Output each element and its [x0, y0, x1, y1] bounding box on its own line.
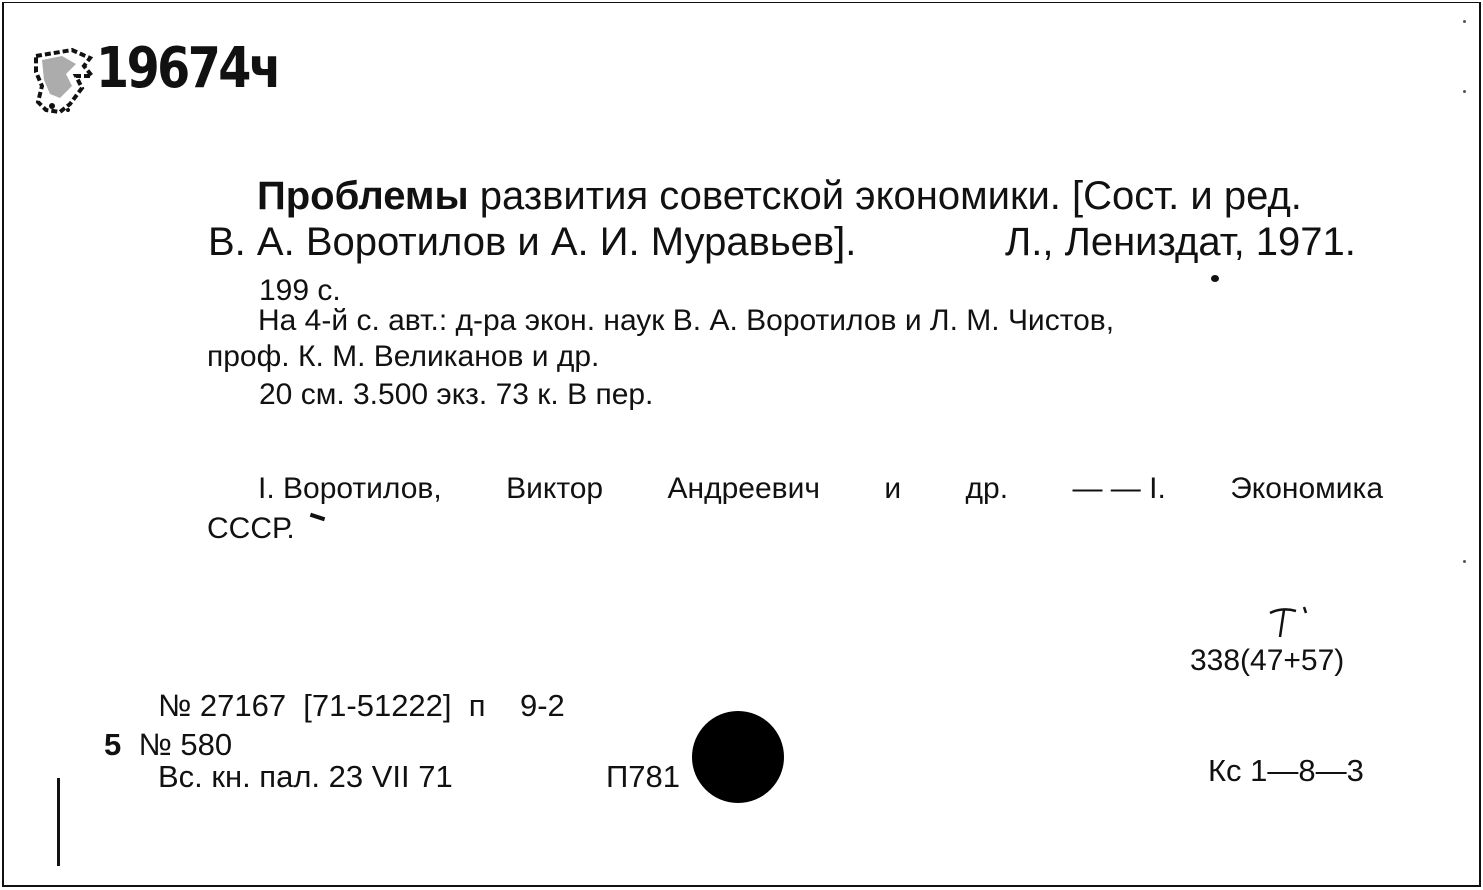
handwritten-annotation — [1266, 603, 1314, 641]
edge-mark — [57, 778, 60, 866]
copy-count: 5 — [104, 727, 122, 762]
subject-word: Андреевич — [667, 472, 820, 505]
print-code: П781 — [606, 759, 681, 794]
subject-word: др. — [965, 472, 1009, 505]
subject-word: — — I. — [1072, 472, 1166, 505]
order-number-line: № 27167 [71-51222] п 9-2 — [158, 688, 565, 723]
ink-dot — [1211, 275, 1219, 282]
scan-speck — [1463, 20, 1466, 23]
inventory-number: 19674ч — [96, 36, 279, 101]
book-chamber-line: Вс. кн. пал. 23 VII 71 — [158, 759, 453, 794]
subject-word: Экономика — [1230, 472, 1383, 505]
title-first-word: Проблемы — [257, 174, 469, 218]
subject-word: и — [884, 472, 902, 505]
physical-description: 20 см. 3.500 экз. 73 к. В пер. — [259, 378, 654, 411]
library-stamp — [32, 46, 96, 118]
subject-word: I. Воротилов, — [258, 472, 442, 505]
subject-word: Виктор — [506, 472, 604, 505]
subject-heading-line-2: СССР. — [207, 512, 295, 545]
classification-index: 338(47+57) — [1190, 644, 1345, 677]
title-line-1-rest: развития советской экономики. [Сост. и ред. — [468, 174, 1302, 218]
title-line-1 — [257, 176, 1302, 216]
authors-note-line-1: На 4-й с. авт.: д-ра экон. наук В. А. Воротилов и Л. М. Чистов, — [258, 304, 1115, 337]
subject-heading-line-1 — [258, 474, 1383, 504]
page-count: 199 с. — [259, 274, 341, 307]
scan-speck — [1463, 90, 1466, 93]
compilers: В. А. Воротилов и А. И. Муравьев]. — [208, 220, 857, 264]
copy-line — [104, 729, 232, 760]
punch-hole — [692, 711, 784, 803]
authors-note-line-2: проф. К. М. Великанов и др. — [207, 340, 600, 373]
scan-speck — [1463, 560, 1466, 563]
copy-number: № 580 — [138, 727, 233, 762]
card-code: Кс 1—8—3 — [1208, 753, 1364, 788]
publication-info: Л., Лениздат, 1971. — [1005, 220, 1356, 264]
